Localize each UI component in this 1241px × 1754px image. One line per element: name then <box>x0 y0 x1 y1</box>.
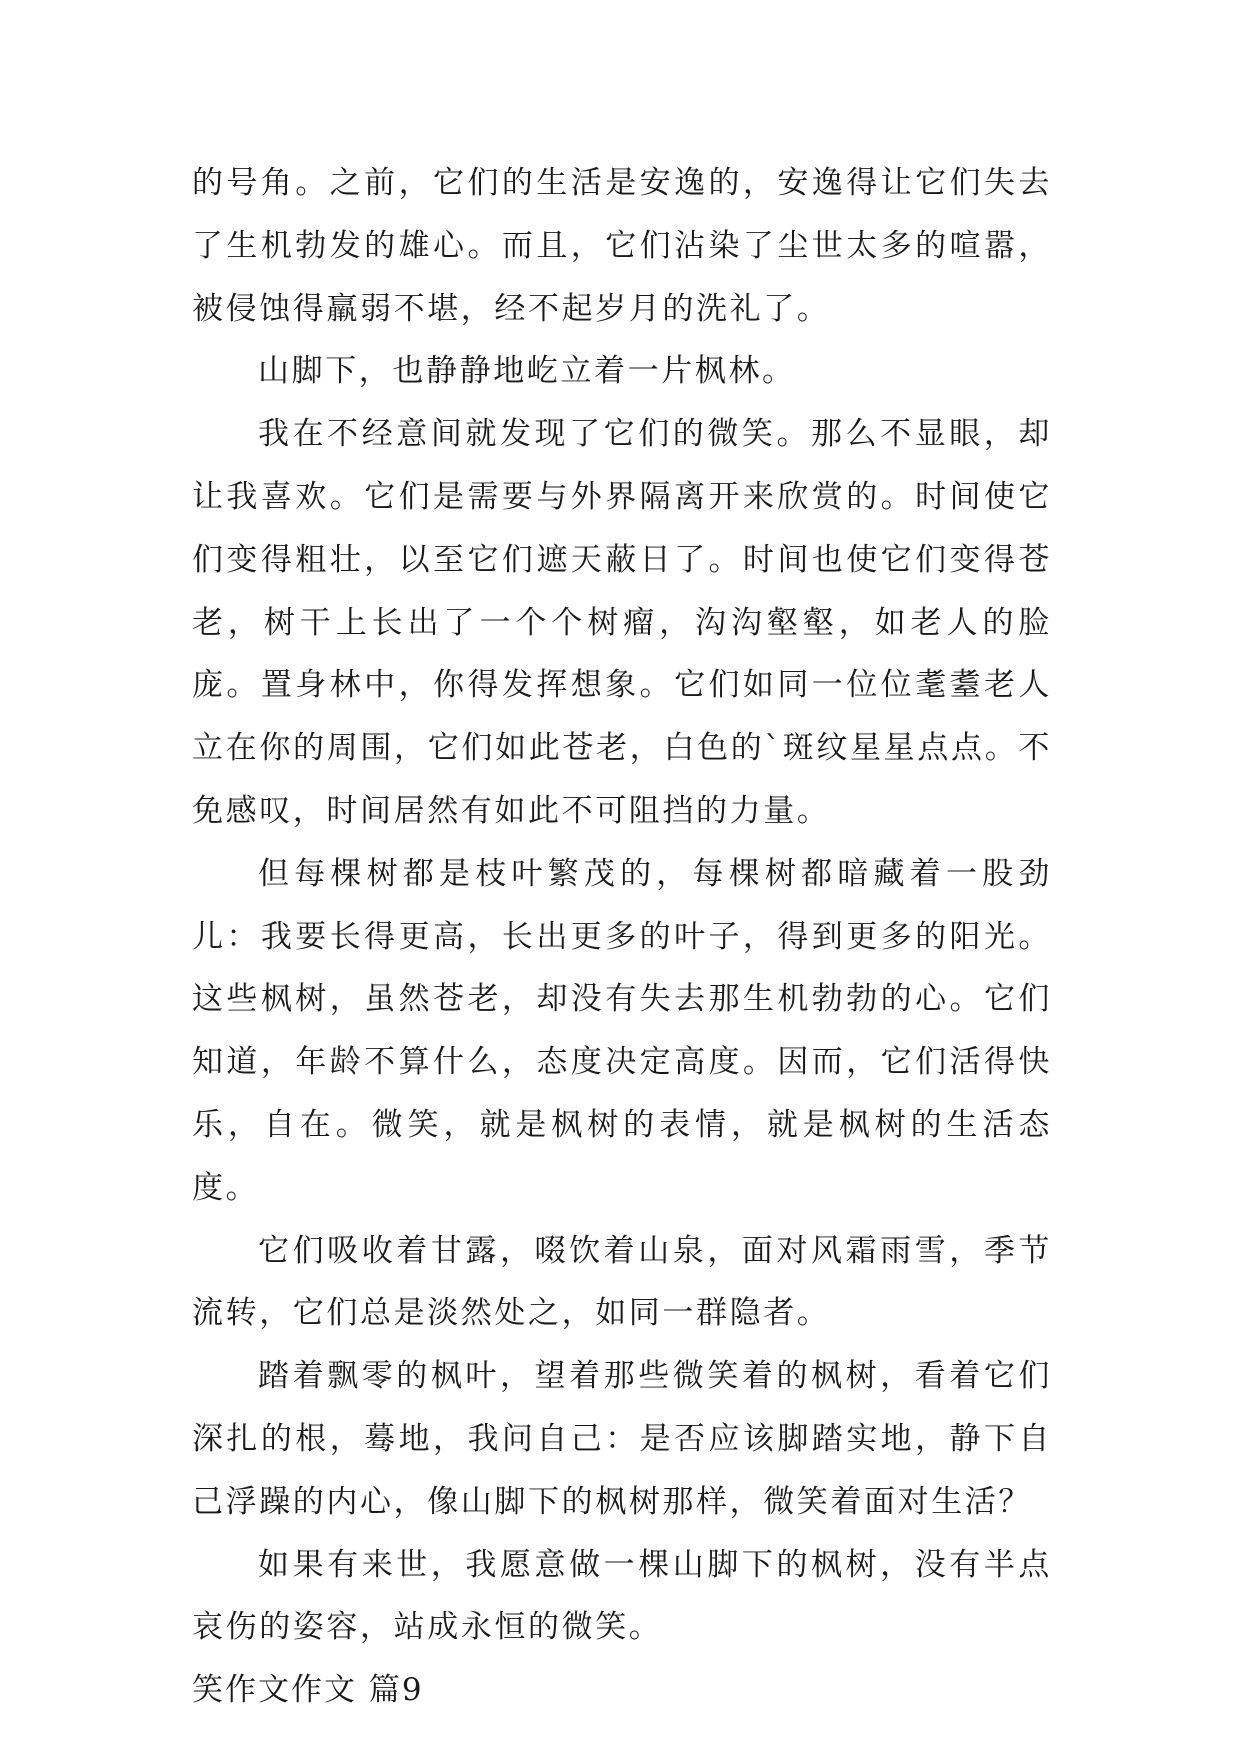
paragraph-3: 我在不经意间就发现了它们的微笑。那么不显眼，却让我喜欢。它们是需要与外界隔离开来欣赏的。时间使它们变得粗壮，以至它们遮天蔽日了。时间也使它们变得苍老，树干上长出了一个个树瘤，沟沟壑壑，如老人的脸庞。置身林中，你得发挥想象。它们如同一位位耄耋老人立在你的周围，它们如此苍老，白色的`斑纹星星点点。不免感叹，时间居然有如此不可阻挡的力量。 <box>192 416 1052 829</box>
section-heading: 笑作文作文 篇9 <box>192 1672 424 1709</box>
document-body <box>192 152 1052 1722</box>
paragraph-6: 踏着飘零的枫叶，望着那些微笑着的枫树，看着它们深扎的根，蓦地，我问自己：是否应该脚踏实地，静下自己浮躁的内心，像山脚下的枫树那样，微笑着面对生活？ <box>192 1358 1052 1520</box>
paragraph-4: 但每棵树都是枝叶繁茂的，每棵树都暗藏着一股劲儿：我要长得更高，长出更多的叶子，得到更多的阳光。这些枫树，虽然苍老，却没有失去那生机勃勃的心。它们知道，年龄不算什么，态度决定高度。因而，它们活得快乐，自在。微笑，就是枫树的表情，就是枫树的生活态度。 <box>192 855 1052 1206</box>
paragraph-7: 如果有来世，我愿意做一棵山脚下的枫树，没有半点哀伤的姿容，站成永恒的微笑。 <box>192 1546 1052 1646</box>
paragraph-2: 山脚下，也静静地屹立着一片枫林。 <box>258 353 796 390</box>
paragraph-5: 它们吸收着甘露，啜饮着山泉，面对风霜雨雪，季节流转，它们总是淡然处之，如同一群隐者。 <box>192 1232 1052 1332</box>
paragraph-1: 的号角。之前，它们的生活是安逸的，安逸得让它们失去了生机勃发的雄心。而且，它们沾染了尘世太多的喧嚣，被侵蚀得羸弱不堪，经不起岁月的洗礼了。 <box>192 165 1052 327</box>
